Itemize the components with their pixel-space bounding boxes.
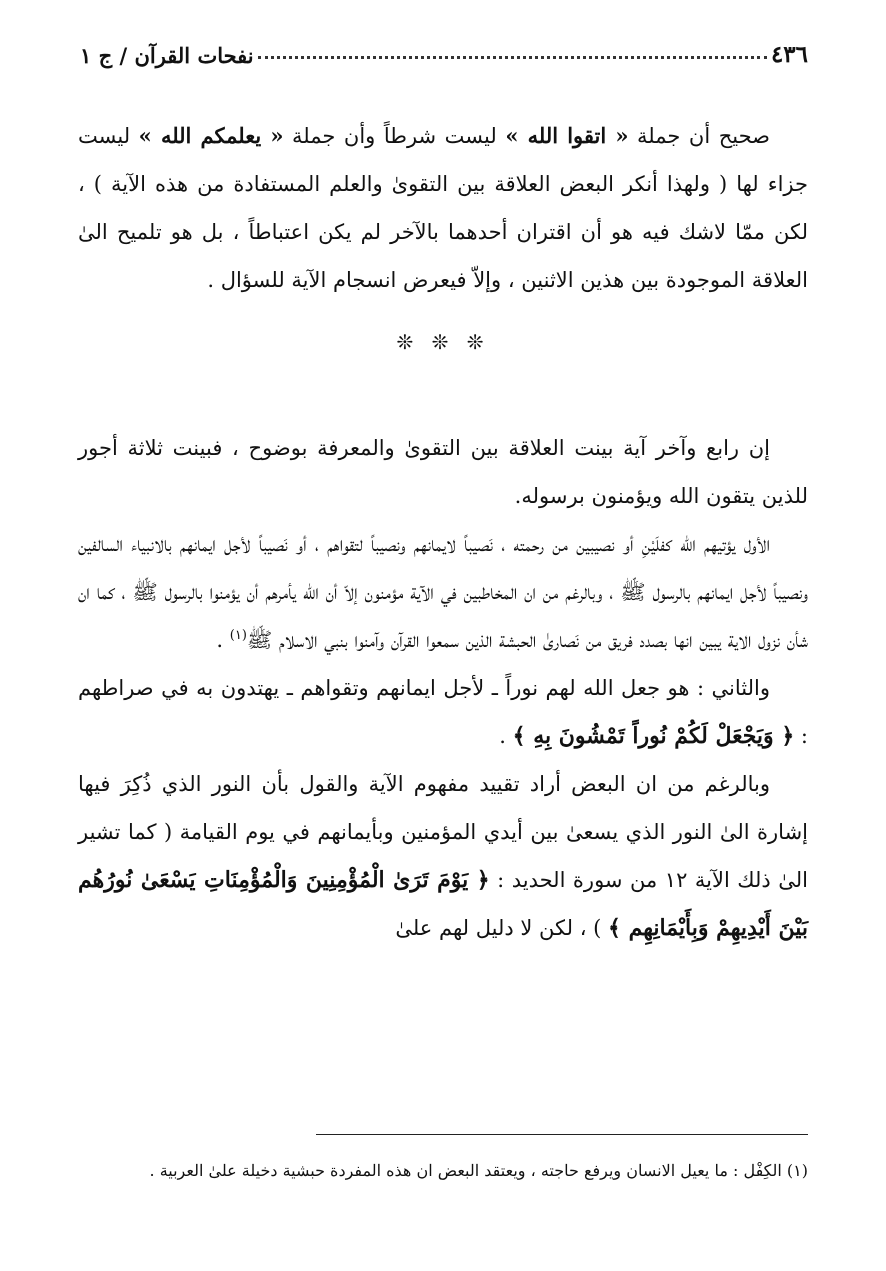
quran-verse-1: ﴿ وَيَجْعَلْ لَكُمْ نُوراً تَمْشُونَ بِهِ ﴾ [512,723,795,749]
running-title: نفحات القرآن / ج ١ [80,43,254,68]
paragraph-2: إن رابع وآخر آية بينت العلاقة بين التقوىٰ والمعرفة بوضوح ، فبينت ثلاثة أجور للذين يتقون الله ويؤمنون برسوله. [78,436,808,508]
quoted-phrase-2: « يعلمكم الله » [138,123,284,148]
paragraph-3-text-b: . [216,628,230,652]
header-dot-leader [258,55,767,59]
paragraph-1-text-a: صحيح أن جملة [628,124,770,148]
paragraph-4-text-a: والثاني : هو جعل الله لهم نوراً ـ لأجل ايمانهم وتقواهم ـ يهتدون به في صراطهم : [78,676,808,748]
footnote-reference[interactable]: (١) [229,628,247,643]
page-number: ٤٣٦ [770,41,808,68]
footnote-1: (١) الكِفْل : ما يعيل الانسان ويرفع حاجته ، ويعتقد البعض ان هذه المفردة حبشية دخيلة علىٰ العربية . [149,1161,808,1180]
page-header [80,28,808,68]
section-separator: ❊ ❊ ❊ [396,330,490,354]
paragraph-5 [78,760,808,952]
quran-verse-2: ﴿ يَوْمَ تَرَىٰ الْمُؤْمِنِينَ وَالْمُؤْمِنَاتِ يَسْعَىٰ نُورُهُم بَيْنَ أَيْدِيهِمْ وَبِأَيْمَانِهِم ﴾ [78,867,808,941]
footnote-divider [316,1134,808,1135]
quoted-phrase-1: « اتقوا الله » [505,123,629,148]
paragraph-3 [78,520,808,664]
main-text [78,112,808,952]
paragraph-1-text-c: ليست جزاء لها ( ولهذا أنكر البعض العلاقة بين التقوىٰ والعلم المستفادة من هذه الآية ) ، لكن ممّا لاشك فيه هو أن اقتران أحدهما بالآخر لم يكن اعتباطاً ، بل هو تلميح الىٰ العلاقة الموجودة بين هذين الاثنين ، وإلاّ فيعرض انسجام الآية للسؤال . [78,124,808,292]
paragraph-1 [78,112,808,304]
paragraph-4-text-b: . [499,724,513,748]
paragraph-5-text-a: وبالرغم من ان البعض أراد تقييد مفهوم الآية والقول بأن النور الذي ذُكِرَ فيها إشارة الىٰ النور الذي يسعىٰ بين أيدي المؤمنين وبأيمانهم في يوم القيامة ( كما تشير الىٰ ذلك الآية ١٢ من سورة الحديد : [78,772,809,892]
paragraph-1-text-b: ليست شرطاً وأن جملة [283,124,506,148]
paragraph-5-text-b: ) ، لكن لا دليل لهم علىٰ [395,916,609,940]
paragraph-3-text-a: الأول يؤتيهم الله كفلَيْنِ أو نصيبين من رحمته ، نَصيباً لايمانهم ونصيباً لتقواهم ، أو نَصيباً لأجل ايمانهم بالانبياء السالفين ونصيباً لأجل ايمانهم بالرسول ﷺ ، وبالرغم من ان المخاطبين في الآية مؤمنون إلاّ أن الله يأمرهم أن يؤمنوا بالرسول ﷺ ، كما ان شأن نزول الاية يبين انها بصدد فريق من نَصارىٰ الحبشة الذين سمعوا القرآن وآمنوا بنبي الاسلام ﷺ [78,532,808,652]
footnote-section [78,1154,808,1188]
paragraph-4 [78,664,808,760]
